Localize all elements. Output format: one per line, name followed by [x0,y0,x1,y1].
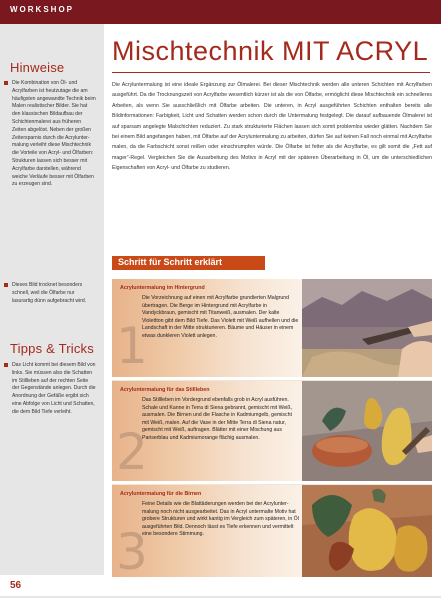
steps-header [112,256,265,270]
article-title: Mischtechnik MIT ACRYL [112,36,429,66]
step-text: Das Stillleben im Vordergrund ebenfalls grob in Acryl ausführen. Schale und Kanne in Terra di Siena gebrannt, gemischt mit Weiß, ausmalen. Die Birnen und die Flasche in Kadmiumgelb, gemischt mit Weiß, malen. Auf die Vase in der Mitte Terra di Siena natur, gemischt mit Weiß, auftragen. Blätter mit einer Mischung aus Pariserblau und Kadmiumorange flächig ausmalen. [142,397,293,441]
hinweise-text-1: Die Kombination von Öl- und Acrylfarben ist heutzutage die am häufigsten angewandte Technik beim Malen realistischer Bilder. Sie hat den klassischen Bildaufbau der Schichtenmalerei aus früheren Zeiten abgelöst. Neben der großen Zeitersparnis durch die Acryluntermalung verleiht diese Mischtechnik die Vorteile von Acryl- und Ölfarben: Strukturen lassen sich besser mit Acrylfarbe darstellen, während weiche Verläufe besser mit Ölfarben zu erzeugen sind. [12,80,96,188]
step-title: Acryluntermalung für das Stillleben [120,387,210,393]
step-text: Feine Details wie die Blattäderungen werden bei der Acryluntermalung noch nicht ausgearbeitet. Das in Acryl untermalte Motiv hat grobere Strukturen und wirkt kantig im Vergleich zum späteren, in Öl ausgeführten Bild. Dennoch lässt es Tiefe erkennen und vermittelt eine besondere Stimmung. [142,501,299,538]
step-photo-painting-background [302,279,432,377]
bullet-marker [4,283,8,287]
step-text: Die Vorzeichnung auf einen mit Acrylfarbe grundierten Malgrund übertragen. Die Berge im Hintergrund mit Acrylfarbe in Vandyckbraun, gemischt mit Titanweiß, ausmalen. Der kalte Violettton gibt dem Bild Tiefe. Das Violett mit Weiß aufhellen und die Landschaft in der Mitte strukturieren. Bäume und Häuser in einem etwas dunkleren Violett anlegen. [142,295,299,339]
section-label: WORKSHOP [10,5,74,14]
step-1 [112,279,432,377]
bullet-marker [4,81,8,85]
step-2 [112,381,432,481]
bullet-marker [4,363,8,367]
hinweise-note-1 [12,80,96,189]
hinweise-note-2 [12,282,96,305]
top-bar [0,0,441,24]
page-number: 56 [10,580,22,591]
article-intro: Die Acryluntermalung ist eine ideale Ergänzung zur Ölmalerei. Bei dieser Mischtechnik werden alle unteren Schichten mit Acrylfarben ausgeführt. Da die Trocknungszeit von Acrylfarbe wesentlich kürzer ist als die von Ölfarbe, ermöglicht diese Mischtechnik ein schnelleres Arbeiten, als wenn Sie ausschließlich mit Ölfarbe arbeiten. Die unteren, in Acryl ausgeführten Schichten enthalten bereits alle Bildinformationen: Farbigkeit, Licht und Schatten werden schon durch die Untermalung festgelegt. Die darauf aufbauende Ölmalerei ist auf sparsam angelegte Malschichten reduziert. Zu stark strukturierte Flächen lassen sich somit problemlos wieder glätten. Nachdem Sie bei einem Bild angefangen haben, mit Ölfarbe auf der Acryluntermalung zu arbeiten, dürfen Sie auf keinen Fall noch einmal mit Acrylfarbe malen, da die Farbschicht sonst reißen oder einschrumpfen würde. Die Ölfarbe ist fetter als die Acrylfarbe, es gilt somit die „Fett auf mager“-Regel. Vergleichen Sie die Ausarbeitung des Motivs in Acryl mit der späteren Überarbeitung in Öl, um die unterschiedlichen Eigenschaften von Acryl- und Ölfarbe zu studieren. [112,82,432,172]
step-photo-painting-pears [302,485,432,577]
hinweise-text-2: Dieses Bild trocknet besonders schnell, weil die Ölfarbe nur lasurartig dünn aufgebracht wird. [12,282,87,304]
title-divider [112,72,430,73]
hinweise-heading: Hinweise [10,60,65,75]
tipps-text-1: Das Licht kommt bei diesem Bild von links. Sie müssen also die Schatten im Stillleben auf der rechten Seite der Gegenstände anlegen. Durch die Anordnung der Gefäße ergibt sich eine Abfolge von Licht und Schatten, die dem Bild Tiefe verleiht. [12,362,96,415]
step-3 [112,485,432,581]
step-photo-painting-still-life [302,381,432,481]
step-number: 2 [116,423,148,481]
step-title: Acryluntermalung für die Birnen [120,491,202,497]
steps-header-label: Schritt für Schritt erklärt [118,257,223,267]
step-title: Acryluntermalung im Hintergrund [120,285,205,291]
tipps-heading: Tipps & Tricks [10,341,94,356]
tipps-note-1 [12,362,96,417]
step-number: 1 [116,317,148,375]
step-number: 3 [116,523,148,581]
bottom-rule [0,596,441,598]
